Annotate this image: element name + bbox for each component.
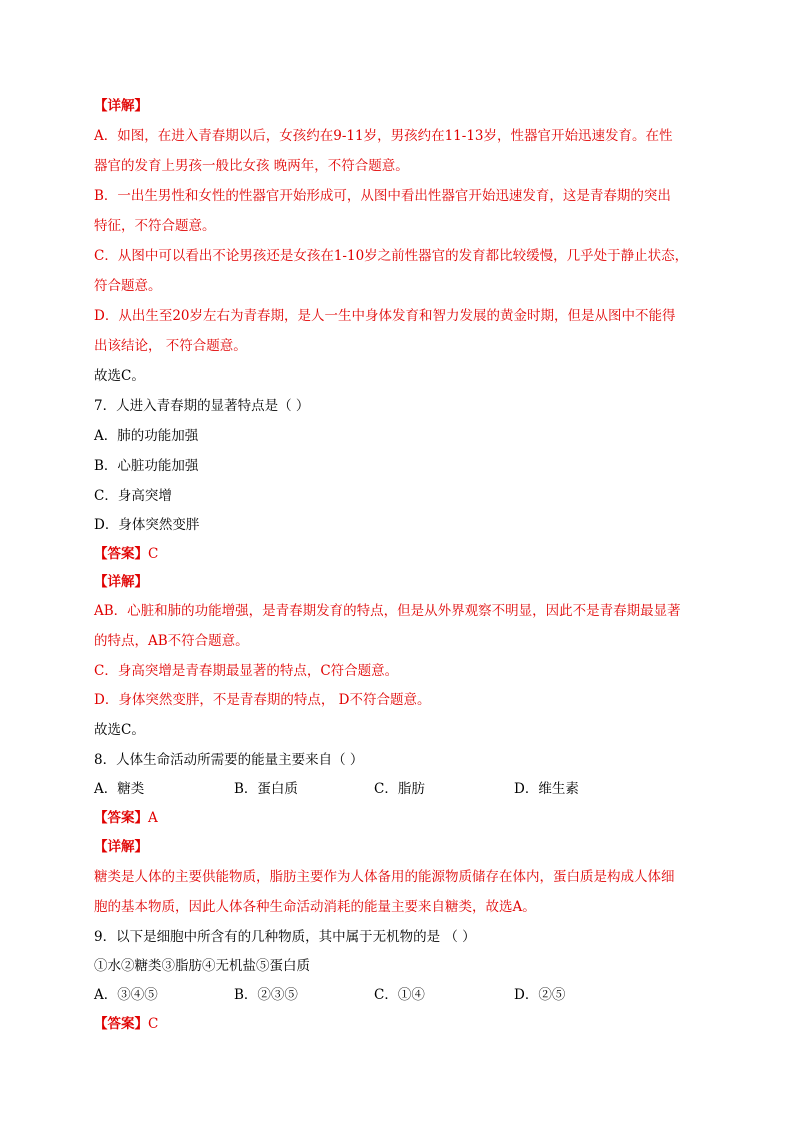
detail-line: C．身高突增是青春期最显著的特点，C符合题意。 xyxy=(94,663,399,679)
option-b: B．心脏功能加强 xyxy=(94,458,199,474)
detail-heading: 【详解】 xyxy=(94,839,148,855)
option-c: C．脂肪 xyxy=(374,781,425,797)
answer-value: C xyxy=(148,546,159,562)
detail-line: 特征，不符合题意。 xyxy=(94,218,216,234)
option-a: A．糖类 xyxy=(94,781,145,797)
detail-line: AB．心脏和肺的功能增强，是青春期发育的特点，但是从外界观察不明显，因此不是青春期最显著 xyxy=(94,603,681,619)
detail-line: 的特点，AB不符合题意。 xyxy=(94,633,249,649)
question-7-stem: 7．人进入青春期的显著特点是（ ） xyxy=(94,398,310,414)
detail-line: D．身体突然变胖，不是青春期的特点， D不符合题意。 xyxy=(94,692,431,708)
detail-line: A．如图，在进入青春期以后，女孩约在9-11岁，男孩约在11-13岁，性器官开始迅速发育。在性 xyxy=(94,128,673,144)
option-a: A．③④⑤ xyxy=(94,987,158,1003)
option-a: A．肺的功能加强 xyxy=(94,428,199,444)
answer-tag: 【答案】 xyxy=(94,1016,148,1032)
question-8-stem: 8．人体生命活动所需要的能量主要来自（ ） xyxy=(94,752,364,768)
answer-tag: 【答案】 xyxy=(94,546,148,562)
detail-line: B．一出生男性和女性的性器官开始形成可，从图中看出性器官开始迅速发育，这是青春期的突出 xyxy=(94,188,671,204)
detail-heading: 【详解】 xyxy=(94,574,148,590)
answer-line xyxy=(94,808,158,828)
answer-tag: 【答案】 xyxy=(94,810,148,826)
option-b: B．②③⑤ xyxy=(234,987,298,1003)
detail-line: C．从图中可以看出不论男孩还是女孩在1-10岁之前性器官的发育都比较缓慢，几乎处于静止状态， xyxy=(94,248,689,264)
option-c: C．身高突增 xyxy=(94,488,172,504)
option-d: D．身体突然变胖 xyxy=(94,517,200,533)
option-d: D．②⑤ xyxy=(514,987,566,1003)
detail-line: D．从出生至20岁左右为青春期，是人一生中身体发育和智力发展的黄金时期，但是从图中不能得 xyxy=(94,308,676,324)
detail-heading: 【详解】 xyxy=(94,98,148,114)
answer-line xyxy=(94,1014,158,1034)
answer-value: C xyxy=(148,1016,159,1032)
detail-line: 器官的发育上男孩一般比女孩 晚两年，不符合题意。 xyxy=(94,158,409,174)
option-d: D．维生素 xyxy=(514,781,579,797)
detail-line: 糖类是人体的主要供能物质，脂肪主要作为人体备用的能源物质储存在体内，蛋白质是构成人体细 xyxy=(94,869,675,885)
detail-line: 出该结论， 不符合题意。 xyxy=(94,338,247,354)
question-9-stem: 9．以下是细胞中所含有的几种物质，其中属于无机物的是 （ ） xyxy=(94,929,476,945)
detail-line: 胞的基本物质，因此人体各种生命活动消耗的能量主要来自糖类，故选A。 xyxy=(94,899,536,915)
conclusion: 故选C。 xyxy=(94,368,145,384)
option-b: B．蛋白质 xyxy=(234,781,298,797)
answer-value: A xyxy=(148,810,158,826)
option-c: C．①④ xyxy=(374,987,425,1003)
question-9-items: ①水②糖类③脂肪④无机盐⑤蛋白质 xyxy=(94,958,310,974)
conclusion: 故选C。 xyxy=(94,722,145,738)
detail-line: 符合题意。 xyxy=(94,278,162,294)
answer-line xyxy=(94,544,158,564)
